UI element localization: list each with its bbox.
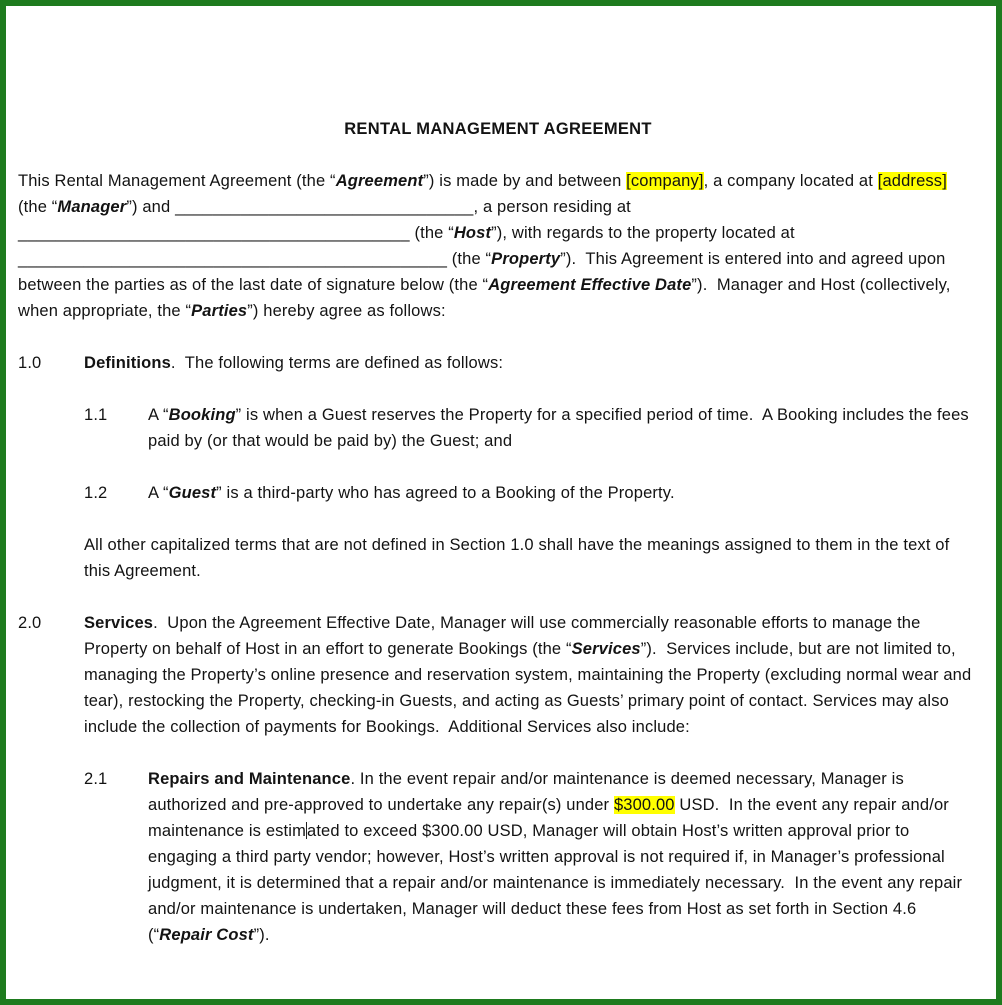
section-text: [84, 350, 978, 376]
section-1-0: [18, 350, 978, 376]
text-run: Repairs and Maintenance: [148, 770, 351, 788]
section-number: 2.0: [18, 614, 42, 632]
text-run: Agreement: [335, 172, 424, 190]
text-run: Host: [453, 224, 492, 242]
text-run: Agreement Effective Date: [488, 276, 692, 294]
text-run: . Upon the Agreement Effective Date, Manager will use commercially reasonable efforts to manage the Property on behalf of Host in an effort to generate Bookings (the “: [84, 614, 926, 658]
text-run: (the “: [18, 172, 952, 216]
text-run: ” is a third-party who has agreed to a Booking of the Property.: [216, 484, 675, 502]
text-run: Services: [84, 614, 154, 632]
subsection-2-1: [84, 766, 978, 948]
text-run: Guest: [168, 484, 217, 502]
text-run: Parties: [191, 302, 248, 320]
text-run: ”) hereby agree as follows:: [247, 302, 446, 320]
text-run: ”). Manager and Host (collectively, when appropriate, the “: [18, 276, 956, 320]
text-run: . The following terms are defined as follows:: [170, 354, 504, 372]
text-run: ”) and ________________________________, a person residing at __________________________________________ (the “: [18, 198, 636, 242]
text-run: ”) is made by and between: [423, 172, 627, 190]
section-text: [84, 610, 978, 740]
text-run: ”).: [253, 926, 270, 944]
text-run: . In the event repair and/or maintenance is deemed necessary, Manager is authorized and pre-approved to undertake any repair(s) under: [148, 770, 909, 814]
text-run: A “: [148, 406, 169, 424]
text-run: Repair Cost: [159, 926, 254, 944]
text-run: Services: [571, 640, 641, 658]
subsection-text: [148, 766, 978, 948]
section-2-0: [18, 610, 978, 740]
highlighted-placeholder[interactable]: $300.00: [613, 796, 675, 814]
text-run: Definitions: [84, 354, 171, 372]
definitions-note-paragraph: [84, 532, 978, 584]
subsection-1-2: [84, 480, 978, 506]
text-run: ”), with regards to the property located at ______________________________________________ (the “: [18, 224, 800, 268]
text-run: ated to exceed $300.00 USD, Manager will obtain Host’s written approval prior to engaging a third party vendor; however, Host’s written approval is not required if, in Manager’s professional judgment, it is determined that a repair and/or maintenance is immediately necessary. In the event any repair and/or maintenance is undertaken, Manager will deduct these fees from Host as set forth in Section 4.6 (“: [148, 822, 967, 944]
text-run: This Rental Management Agreement (the “: [18, 172, 336, 190]
text-run: Manager: [57, 198, 127, 216]
text-run: Property: [491, 250, 561, 268]
text-run: Booking: [168, 406, 236, 424]
subsection-text: [148, 402, 978, 454]
text-run: ”). This Agreement is entered into and agreed upon between the parties as of the last date of signature below (the “: [18, 250, 951, 294]
text-run: USD. In the event any repair and/or maintenance is estim: [148, 796, 954, 840]
subsection-1-1: [84, 402, 978, 454]
text-run: ”). Services include, but are not limited to, managing the Property’s online presence and reservation system, maintaining the Property (excluding normal wear and tear), restocking the Property, checking-in Guests, and acting as Guests’ primary point of contact. Services may also include the collection of payments for Bookings. Additional Services also include:: [84, 640, 977, 736]
text-run: , a company located at: [703, 172, 878, 190]
subsection-number: 1.2: [84, 484, 108, 502]
highlighted-placeholder[interactable]: [company]: [626, 172, 704, 190]
highlighted-placeholder[interactable]: [address]: [877, 172, 947, 190]
subsection-number: 2.1: [84, 770, 108, 788]
text-run: All other capitalized terms that are not defined in Section 1.0 shall have the meanings assigned to them in the text of this Agreement.: [84, 536, 955, 580]
text-run: ” is when a Guest reserves the Property for a specified period of time. A Booking includes the fees paid by (or that would be paid by) the Guest; and: [148, 406, 974, 450]
text-run: A “: [148, 484, 169, 502]
document-title: RENTAL MANAGEMENT AGREEMENT: [344, 120, 652, 138]
intro-paragraph: [18, 168, 978, 324]
section-number: 1.0: [18, 354, 42, 372]
subsection-text: [148, 480, 978, 506]
subsection-number: 1.1: [84, 406, 108, 424]
